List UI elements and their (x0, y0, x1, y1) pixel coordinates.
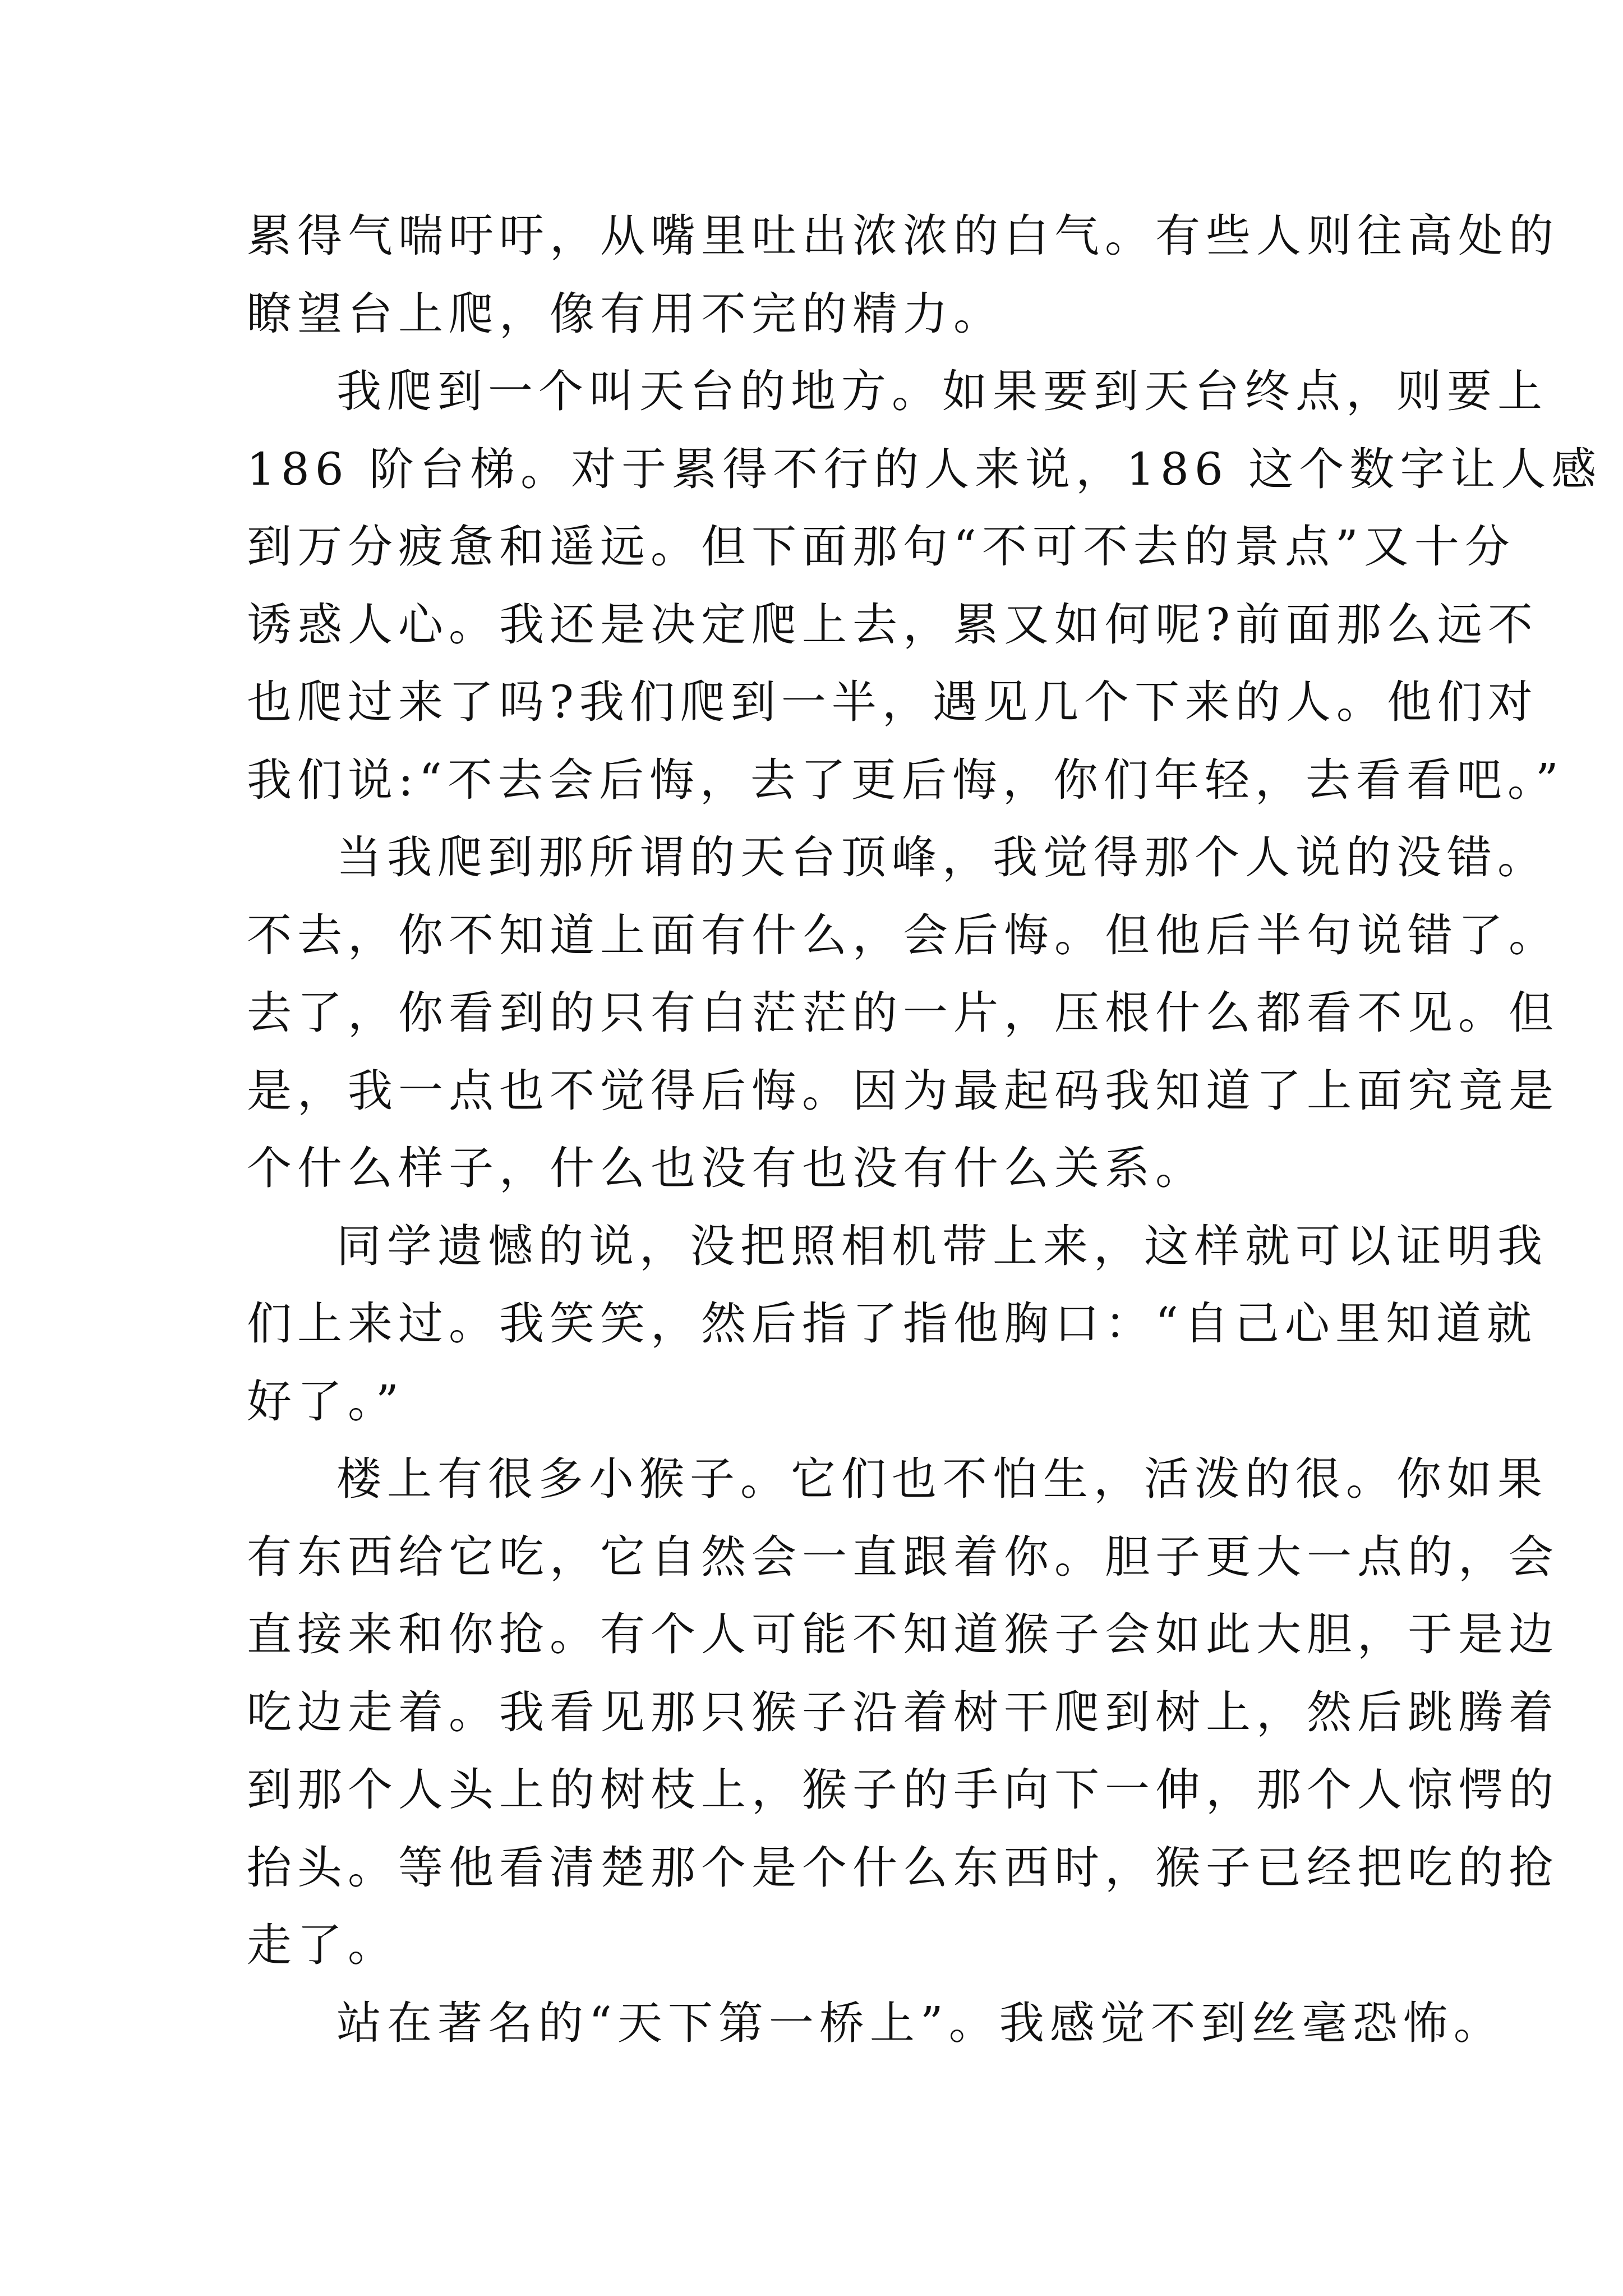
paragraph-first-line: 同学遗憾的说，没把照相机带上来，这样就可以证明我 (336, 1220, 1548, 1272)
paragraph-first-line: 我爬到一个叫天台的地方。如果要到天台终点，则要上 (336, 365, 1548, 417)
text-line: 186 阶台梯。对于累得不行的人来说，186 这个数字让人感 (247, 443, 1602, 495)
text-line: 不去，你不知道上面有什么，会后悔。但他后半句说错了。 (247, 909, 1559, 961)
paragraph-first-line: 当我爬到那所谓的天台顶峰，我觉得那个人说的没错。 (336, 831, 1548, 884)
paragraph-first-line: 楼上有很多小猴子。它们也不怕生，活泼的很。你如果 (336, 1453, 1548, 1505)
text-line: 有东西给它吃，它自然会一直跟着你。胆子更大一点的，会 (247, 1530, 1559, 1583)
text-line: 累得气喘吁吁，从嘴里吐出浓浓的白气。有些人则往高处的 (247, 210, 1559, 262)
text-line: 直接来和你抢。有个人可能不知道猴子会如此大胆，于是边 (247, 1608, 1559, 1660)
text-line: 个什么样子，什么也没有也没有什么关系。 (247, 1142, 1206, 1194)
text-line: 诱惑人心。我还是决定爬上去，累又如何呢?前面那么远不 (247, 598, 1538, 651)
text-line: 去了，你看到的只有白茫茫的一片，压根什么都看不见。但 (247, 987, 1559, 1039)
text-line: 走了。 (247, 1919, 398, 1971)
text-line: 到那个人头上的树枝上，猴子的手向下一伸，那个人惊愕的 (247, 1764, 1559, 1816)
text-line: 瞭望台上爬，像有用不完的精力。 (247, 287, 1004, 340)
text-line: 也爬过来了吗?我们爬到一半，遇见几个下来的人。他们对 (247, 676, 1538, 728)
text-line: 吃边走着。我看见那只猴子沿着树干爬到树上，然后跳腾着 (247, 1686, 1559, 1738)
text-line: 到万分疲惫和遥远。但下面那句“不可不去的景点”又十分 (247, 521, 1515, 573)
body-text (247, 197, 1602, 2062)
text-line: 我们说:“不去会后悔，去了更后悔，你们年轻，去看看吧。” (247, 753, 1564, 806)
text-line: 抬头。等他看清楚那个是个什么东西时，猴子已经把吃的抢 (247, 1841, 1559, 1894)
text-line: 是，我一点也不觉得后悔。因为最起码我知道了上面究竟是 (247, 1064, 1559, 1117)
text-line: 们上来过。我笑笑，然后指了指他胸口：“自己心里知道就 (247, 1297, 1537, 1350)
paragraph-first-line: 站在著名的“天下第一桥上”。我感觉不到丝毫恐怖。 (336, 1996, 1504, 2049)
text-line: 好了。” (247, 1375, 404, 1428)
